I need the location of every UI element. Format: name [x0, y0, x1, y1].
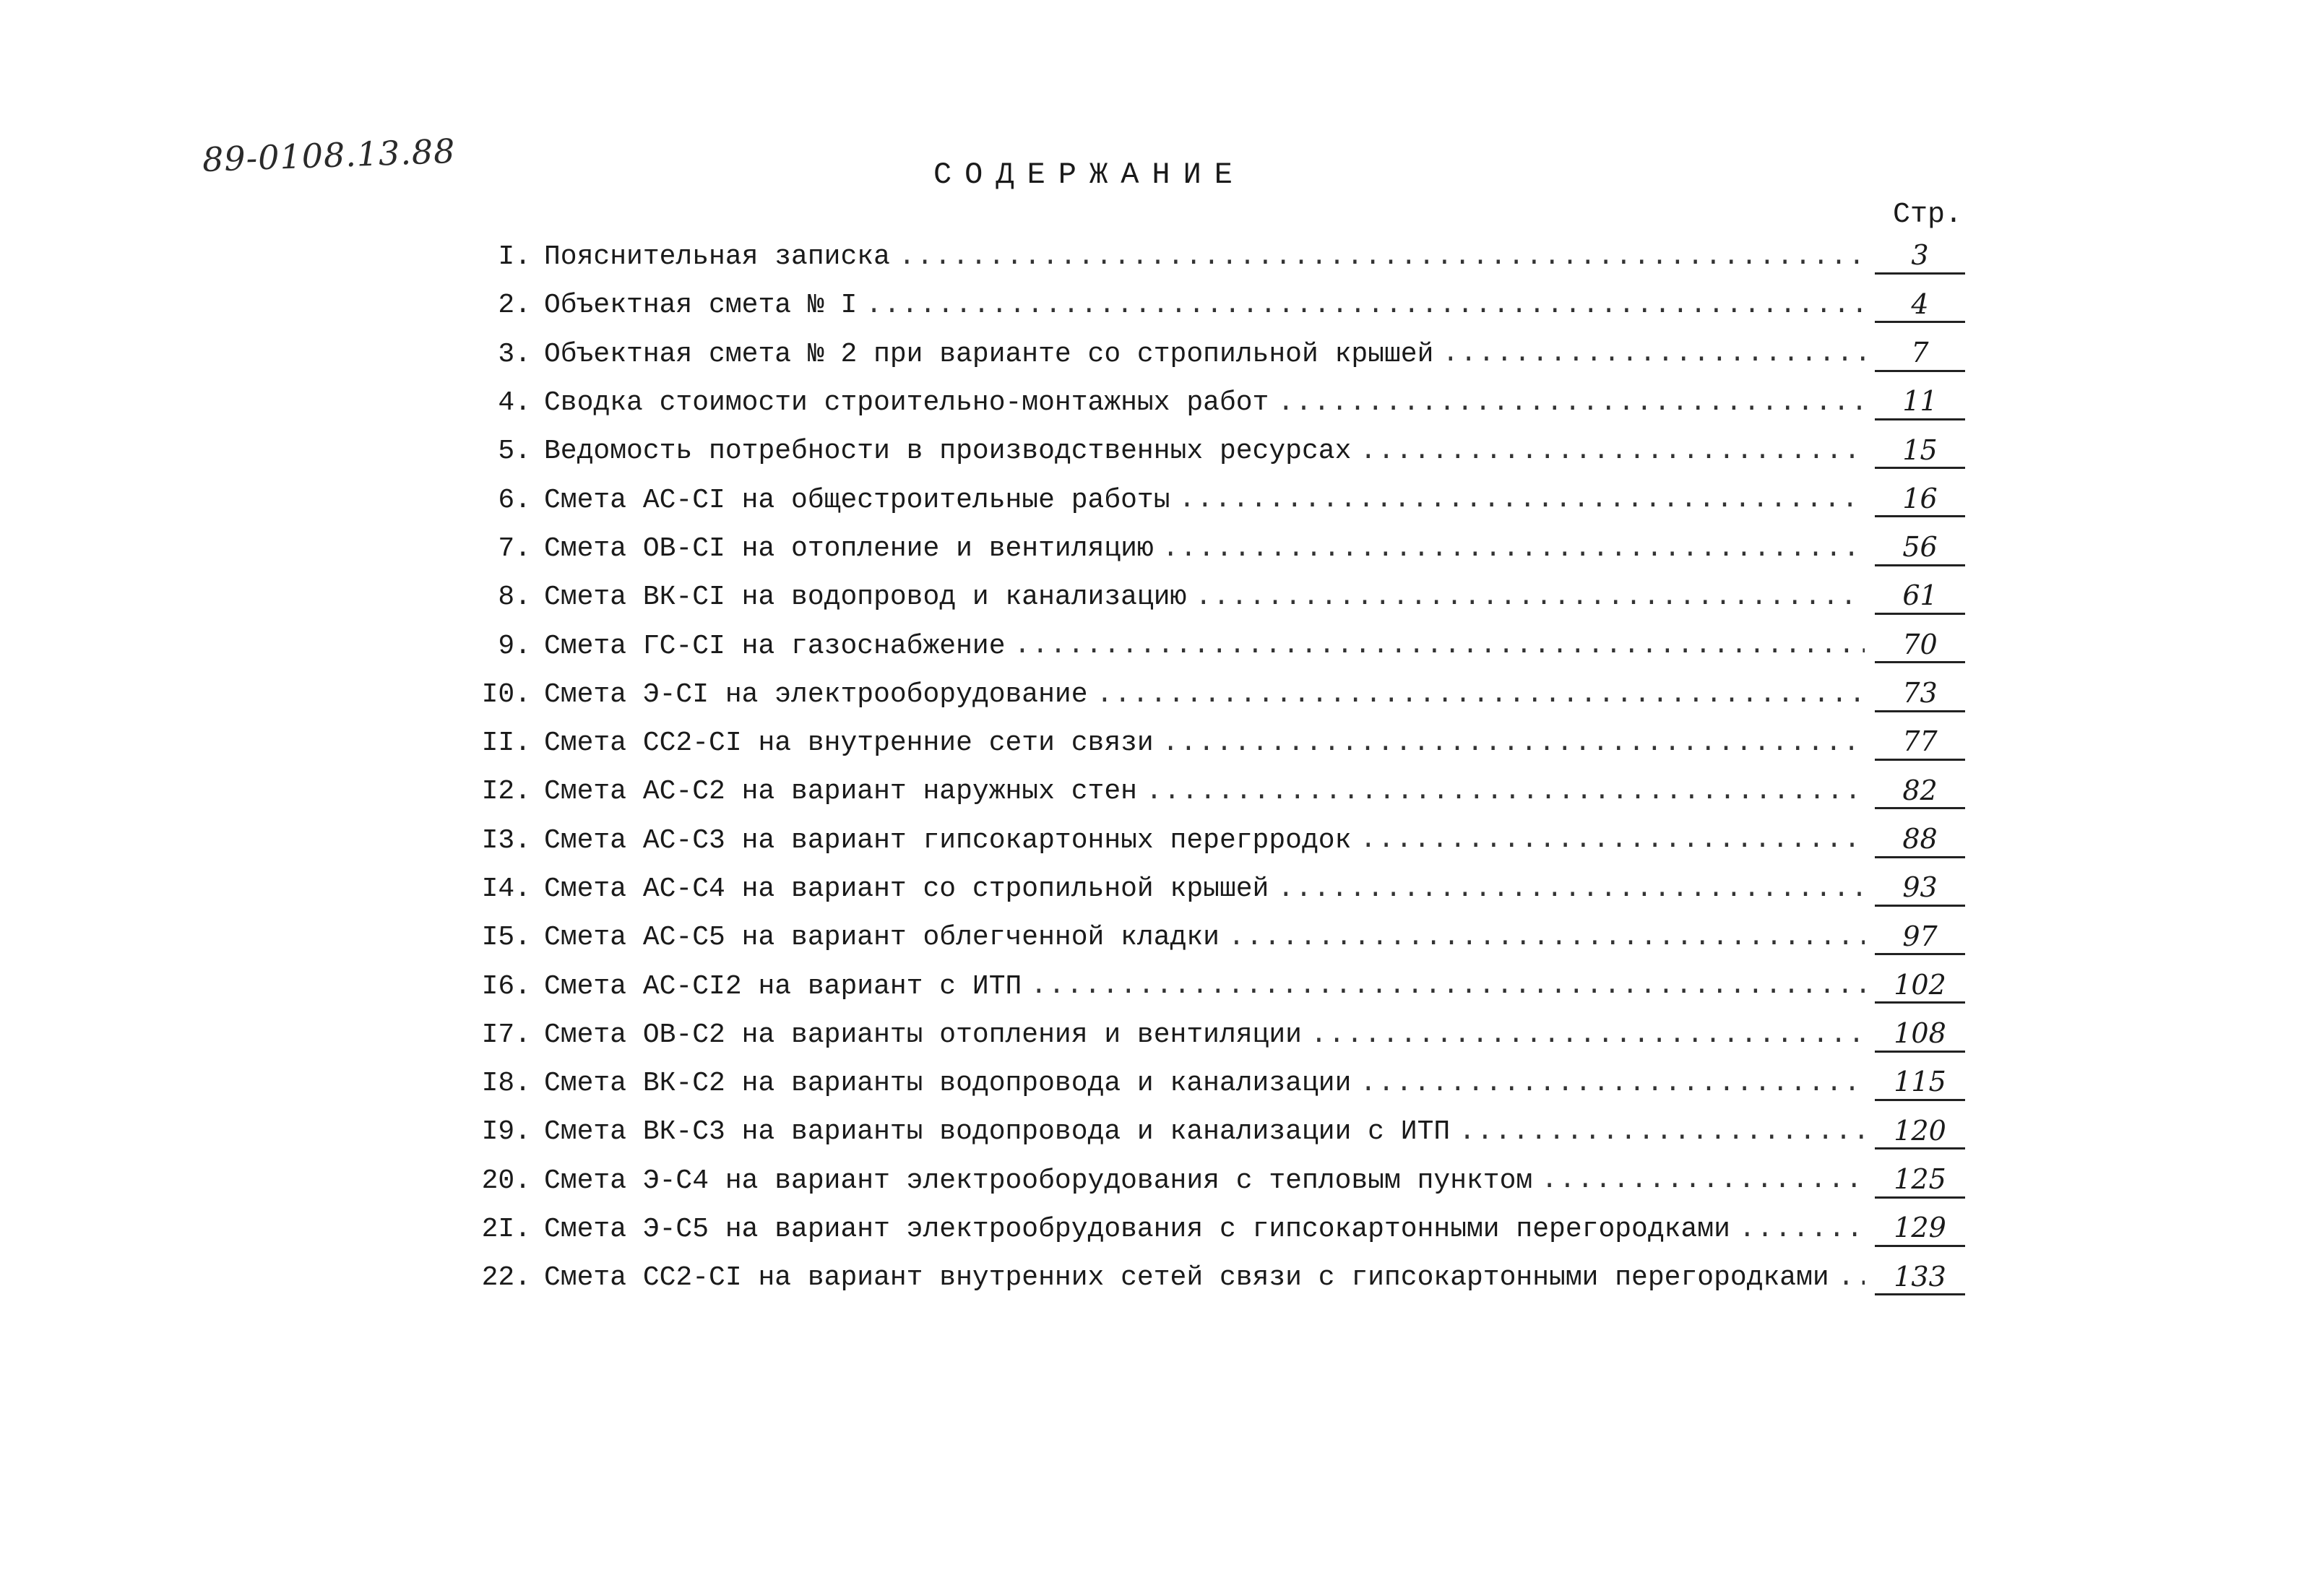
toc-entry-number: 20. — [481, 1165, 531, 1196]
toc-entry-page: 125 — [1875, 1163, 1965, 1199]
toc-entry-title: Смета Э-С5 на вариант электрообрудования с гипсокартонными перегородками — [544, 1214, 1730, 1246]
toc-entry-title: Смета АС-СI2 на вариант с ИТП — [544, 970, 1022, 1002]
page-column-header: Стр. — [1893, 199, 1963, 231]
toc-entry-title: Смета ВК-С2 на варианты водопровода и канализации — [544, 1068, 1352, 1100]
toc-entry-number: I6. — [481, 970, 531, 1002]
toc-leader-dots — [866, 289, 1865, 322]
toc-leader-dots — [1311, 1019, 1865, 1052]
handwritten-document-code: 89-0108.13.88 — [202, 131, 457, 180]
toc-entry — [462, 475, 1965, 524]
toc-entry — [462, 1059, 1965, 1108]
table-of-contents — [462, 233, 1965, 1303]
toc-leader-dots — [1360, 1067, 1865, 1100]
toc-entry — [462, 1108, 1965, 1156]
toc-entry — [462, 233, 1965, 281]
toc-entry-number: I8. — [481, 1068, 531, 1100]
toc-entry — [462, 719, 1965, 767]
toc-leader-dots — [1459, 1116, 1865, 1149]
toc-entry — [462, 330, 1965, 379]
toc-entry — [462, 525, 1965, 573]
toc-leader-dots — [899, 241, 1865, 274]
toc-entry-page: 7 — [1875, 337, 1965, 372]
toc-entry — [462, 670, 1965, 719]
toc-entry-title: Смета Э-С4 на вариант электрооборудования с тепловым пунктом — [544, 1165, 1533, 1196]
toc-entry — [462, 281, 1965, 329]
toc-leader-dots — [1097, 678, 1865, 712]
toc-entry-page: 77 — [1875, 725, 1965, 761]
toc-entry — [462, 1205, 1965, 1254]
toc-entry-page: 88 — [1875, 823, 1965, 858]
toc-entry-title: Смета АС-С4 на вариант со стропильной крышей — [544, 874, 1269, 905]
toc-entry-title: Смета ВК-С3 на варианты водопровода и канализации с ИТП — [544, 1116, 1451, 1148]
toc-leader-dots — [1146, 775, 1865, 808]
toc-leader-dots — [1360, 435, 1865, 468]
toc-entry-page: 11 — [1875, 385, 1965, 420]
toc-entry-title: Смета АС-С3 на вариант гипсокартонных перегрродок — [544, 824, 1352, 856]
toc-entry-number: I5. — [481, 922, 531, 954]
toc-leader-dots — [1442, 337, 1865, 371]
toc-entry-page: 82 — [1875, 775, 1965, 810]
toc-entry-number: I4. — [481, 874, 531, 905]
toc-entry — [462, 913, 1965, 962]
toc-entry-title: Смета АС-С2 на вариант наружных стен — [544, 776, 1137, 808]
toc-entry-page: 15 — [1875, 434, 1965, 470]
toc-entry — [462, 1254, 1965, 1302]
toc-entry-number: 5. — [498, 436, 531, 467]
toc-entry — [462, 379, 1965, 427]
toc-leader-dots — [1195, 581, 1865, 614]
toc-entry-title: Объектная смета № I — [544, 290, 858, 322]
toc-entry-number: I9. — [481, 1116, 531, 1148]
toc-entry-title: Ведомость потребности в производственных ресурсах — [544, 436, 1352, 467]
toc-entry-title: Объектная смета № 2 при варианте со стропильной крышей — [544, 338, 1434, 370]
toc-entry-page: 73 — [1875, 677, 1965, 712]
toc-leader-dots — [1360, 824, 1865, 857]
toc-entry-number: II. — [481, 728, 531, 759]
toc-entry-title: Смета Э-СI на электрооборудование — [544, 678, 1088, 710]
toc-leader-dots — [1179, 483, 1865, 517]
toc-leader-dots — [1228, 921, 1865, 954]
toc-leader-dots — [1162, 532, 1865, 566]
toc-entry-page: 4 — [1875, 288, 1965, 324]
toc-entry-page: 3 — [1875, 239, 1965, 275]
toc-entry — [462, 816, 1965, 865]
toc-entry-number: 7. — [498, 532, 531, 564]
toc-entry-page: 93 — [1875, 871, 1965, 907]
toc-entry-number: 6. — [498, 484, 531, 516]
toc-entry-title: Смета СС2-СI на внутренние сети связи — [544, 728, 1154, 759]
toc-entry-title: Смета АС-СI на общестроительные работы — [544, 484, 1170, 516]
toc-entry-page: 16 — [1875, 483, 1965, 518]
toc-leader-dots — [1162, 727, 1865, 760]
toc-entry-number: I. — [498, 241, 531, 273]
toc-entry-page: 61 — [1875, 579, 1965, 615]
toc-entry-title: Смета ВК-СI на водопровод и канализацию — [544, 582, 1187, 613]
toc-entry-title: Пояснительная записка — [544, 241, 890, 273]
toc-entry-title: Смета ОВ-СI на отопление и вентиляцию — [544, 532, 1154, 564]
toc-leader-dots — [1541, 1164, 1865, 1197]
toc-entry-title: Смета ГС-СI на газоснабжение — [544, 630, 1006, 662]
toc-entry — [462, 865, 1965, 913]
toc-entry-page: 115 — [1875, 1066, 1965, 1101]
toc-entry-number: 8. — [498, 582, 531, 613]
toc-entry-title: Смета ОВ-С2 на варианты отопления и вентиляции — [544, 1019, 1302, 1051]
toc-entry-number: 4. — [498, 387, 531, 419]
toc-entry-number: I2. — [481, 776, 531, 808]
toc-entry — [462, 573, 1965, 621]
toc-entry-number: I3. — [481, 824, 531, 856]
toc-entry-number: I0. — [481, 678, 531, 710]
toc-entry-title: Смета СС2-СI на вариант внутренних сетей связи с гипсокартонными перегородками — [544, 1262, 1829, 1294]
toc-entry — [462, 1011, 1965, 1059]
toc-entry-page: 56 — [1875, 531, 1965, 566]
toc-entry-number: 22. — [481, 1262, 531, 1294]
toc-leader-dots — [1739, 1213, 1865, 1246]
toc-entry — [462, 1157, 1965, 1205]
toc-entry — [462, 767, 1965, 816]
toc-leader-dots — [1277, 387, 1865, 420]
toc-entry-page: 102 — [1875, 969, 1965, 1004]
toc-entry-number: 9. — [498, 630, 531, 662]
toc-entry-number: I7. — [481, 1019, 531, 1051]
toc-leader-dots — [1030, 970, 1865, 1003]
toc-entry-page: 70 — [1875, 629, 1965, 664]
toc-entry-number: 2. — [498, 290, 531, 322]
toc-entry-number: 2I. — [481, 1214, 531, 1246]
toc-leader-dots — [1014, 629, 1865, 663]
toc-entry-page: 129 — [1875, 1212, 1965, 1247]
toc-entry — [462, 962, 1965, 1010]
toc-entry-number: 3. — [498, 338, 531, 370]
toc-leader-dots — [1838, 1261, 1865, 1295]
toc-entry-title: Смета АС-С5 на вариант облегченной кладки — [544, 922, 1220, 954]
toc-entry-page: 97 — [1875, 920, 1965, 956]
toc-entry-page: 108 — [1875, 1017, 1965, 1053]
toc-entry-title: Сводка стоимости строительно-монтажных работ — [544, 387, 1269, 419]
toc-entry-page: 120 — [1875, 1115, 1965, 1150]
page-title: СОДЕРЖАНИЕ — [933, 158, 1246, 192]
toc-entry — [462, 427, 1965, 475]
toc-entry — [462, 621, 1965, 670]
toc-entry-page: 133 — [1875, 1261, 1965, 1296]
toc-leader-dots — [1277, 873, 1865, 906]
